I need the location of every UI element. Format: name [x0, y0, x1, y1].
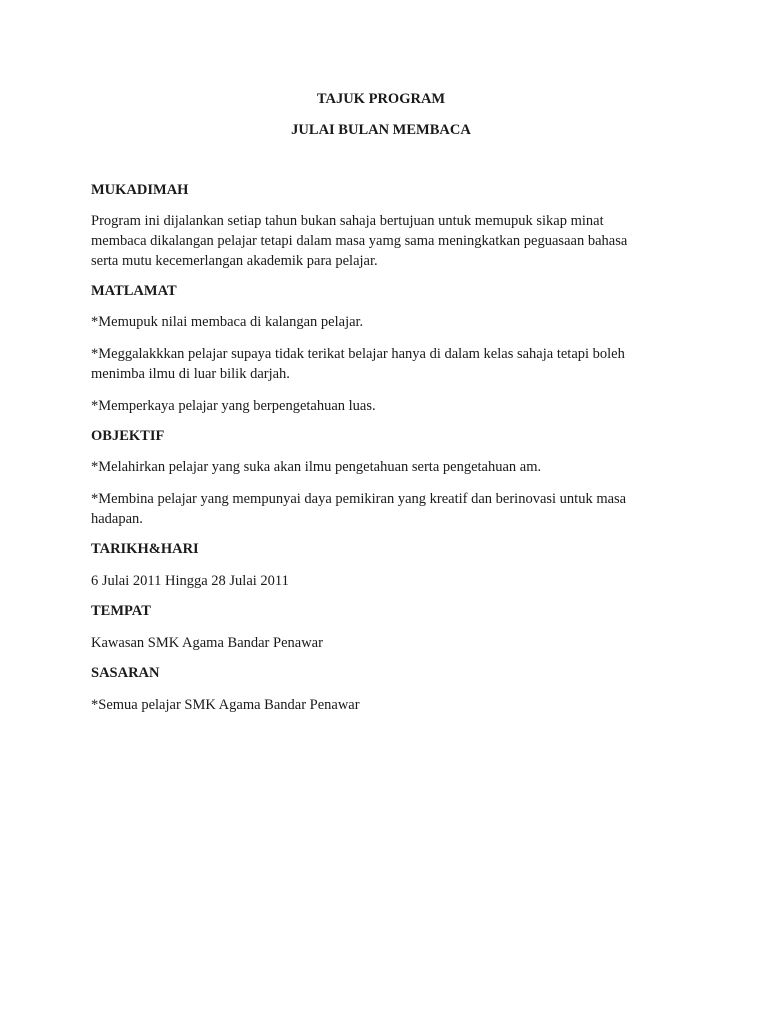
- matlamat-item: *Memperkaya pelajar yang berpengetahuan luas.: [91, 398, 376, 414]
- heading-matlamat: MATLAMAT: [91, 283, 177, 299]
- mukadimah-paragraph: [91, 211, 671, 271]
- tempat-value: Kawasan SMK Agama Bandar Penawar: [91, 635, 323, 651]
- mukadimah-line: Program ini dijalankan setiap tahun bukan sahaja bertujuan untuk memupuk sikap minat: [91, 213, 604, 229]
- heading-sasaran: SASARAN: [91, 665, 160, 681]
- heading-tempat: TEMPAT: [91, 603, 151, 619]
- objektif-item-line: *Membina pelajar yang mempunyai daya pemikiran yang kreatif dan berinovasi untuk masa: [91, 491, 627, 507]
- sasaran-value: *Semua pelajar SMK Agama Bandar Penawar: [91, 697, 360, 713]
- matlamat-item-line: *Meggalakkkan pelajar supaya tidak terikat belajar hanya di dalam kelas sahaja tetapi boleh: [91, 346, 625, 362]
- objektif-item: *Melahirkan pelajar yang suka akan ilmu pengetahuan serta pengetahuan am.: [91, 459, 542, 475]
- mukadimah-line: membaca dikalangan pelajar tetapi dalam masa yamg sama meningkatkan peguasaan bahasa: [91, 233, 628, 249]
- objektif-item: [91, 489, 671, 529]
- heading-tarikh-hari: TARIKH&HARI: [91, 541, 199, 557]
- matlamat-item: [91, 344, 671, 384]
- objektif-item-line: hadapan.: [91, 511, 143, 527]
- mukadimah-line: serta mutu kecemerlangan akademik para pelajar.: [91, 253, 378, 269]
- heading-objektif: OBJEKTIF: [91, 428, 165, 444]
- document-body: [91, 90, 671, 715]
- document-title: TAJUK PROGRAM: [316, 91, 446, 107]
- tarikh-value: 6 Julai 2011 Hingga 28 Julai 2011: [91, 573, 289, 589]
- program-name: JULAI BULAN MEMBACA: [291, 122, 471, 138]
- heading-mukadimah: MUKADIMAH: [91, 182, 189, 198]
- matlamat-item: *Memupuk nilai membaca di kalangan pelajar.: [91, 314, 364, 330]
- matlamat-item-line: menimba ilmu di luar bilik darjah.: [91, 366, 290, 382]
